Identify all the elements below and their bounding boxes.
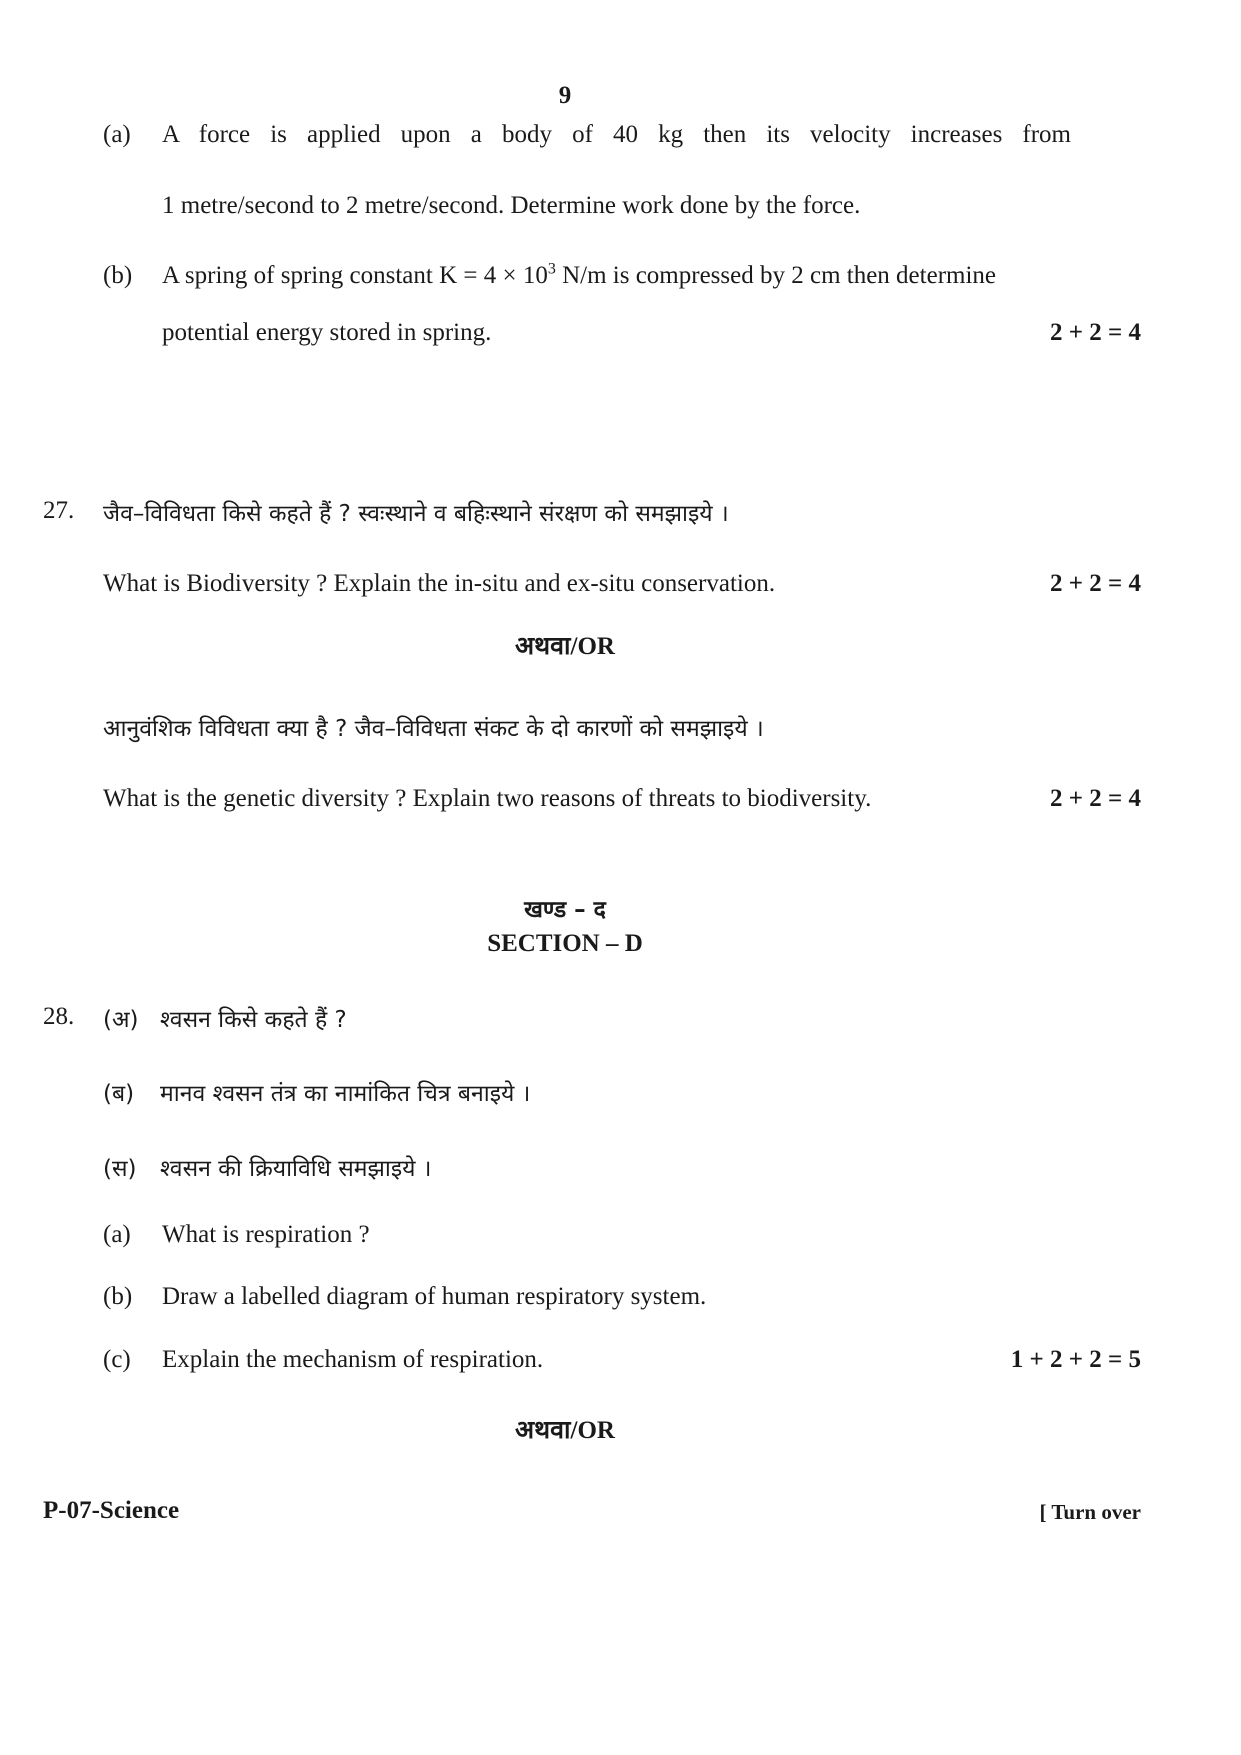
q26a-line1: A force is applied upon a body of 40 kg then its velocity increases from	[162, 121, 1071, 148]
q28-english-label-c: (c)	[103, 1346, 131, 1373]
q27-hindi: जैव–विविधता किसे कहते हैं ? स्वःस्थाने व बहिःस्थाने संरक्षण को समझाइये ।	[103, 501, 729, 527]
q26b-line2: potential energy stored in spring.	[162, 319, 492, 346]
q28-english-text-a: What is respiration ?	[162, 1221, 370, 1248]
q26a-line2: 1 metre/second to 2 metre/second. Determine work done by the force.	[162, 192, 861, 219]
section-heading: SECTION – D	[487, 930, 643, 957]
q26a-label: (a)	[103, 121, 131, 148]
paper-code: P-07-Science	[43, 1497, 180, 1524]
q28-hindi-text-c: श्वसन की क्रियाविधि समझाइये ।	[160, 1156, 432, 1182]
page-number: 9	[558, 82, 572, 109]
q28-hindi-label-c: (स)	[103, 1156, 137, 1182]
q26-marks: 2 + 2 = 4	[1050, 319, 1141, 346]
q28-marks: 1 + 2 + 2 = 5	[1010, 1346, 1141, 1373]
q28-hindi-text-b: मानव श्वसन तंत्र का नामांकित चित्र बनाइये ।	[160, 1081, 531, 1107]
q27-alt-hindi: आनुवंशिक विविधता क्या है ? जैव–विविधता संकट के दो कारणों को समझाइये ।	[103, 716, 764, 742]
q28-english-text-b: Draw a labelled diagram of human respiratory system.	[162, 1283, 707, 1310]
q27-marks: 2 + 2 = 4	[1050, 570, 1141, 597]
q28-hindi-label-b: (ब)	[103, 1081, 135, 1107]
q28-or: अथवा/OR	[515, 1417, 615, 1444]
q28-english-label-a: (a)	[103, 1221, 131, 1248]
section-heading-hindi: खण्ड – द	[524, 897, 606, 923]
q27-english: What is Biodiversity ? Explain the in-situ and ex-situ conservation.	[103, 570, 776, 597]
q27-alt-english: What is the genetic diversity ? Explain two reasons of threats to biodiversity.	[103, 785, 872, 812]
q26b-label: (b)	[103, 262, 133, 289]
q28-hindi-label-a: (अ)	[103, 1007, 139, 1033]
q28-english-label-b: (b)	[103, 1283, 133, 1310]
q28-hindi-text-a: श्वसन किसे कहते हैं ?	[160, 1007, 347, 1033]
q26b-line1: A spring of spring constant $K = 4 \times 10^3$ N/m is compressed by 2 cm then determine	[162, 260, 997, 289]
q27-number: 27.	[43, 497, 75, 524]
turn-over: [ Turn over	[1039, 1500, 1141, 1524]
q27-alt-marks: 2 + 2 = 4	[1050, 785, 1141, 812]
q27-or: अथवा/OR	[515, 633, 615, 660]
q28-english-text-c: Explain the mechanism of respiration.	[162, 1346, 544, 1373]
q28-number: 28.	[43, 1003, 75, 1030]
